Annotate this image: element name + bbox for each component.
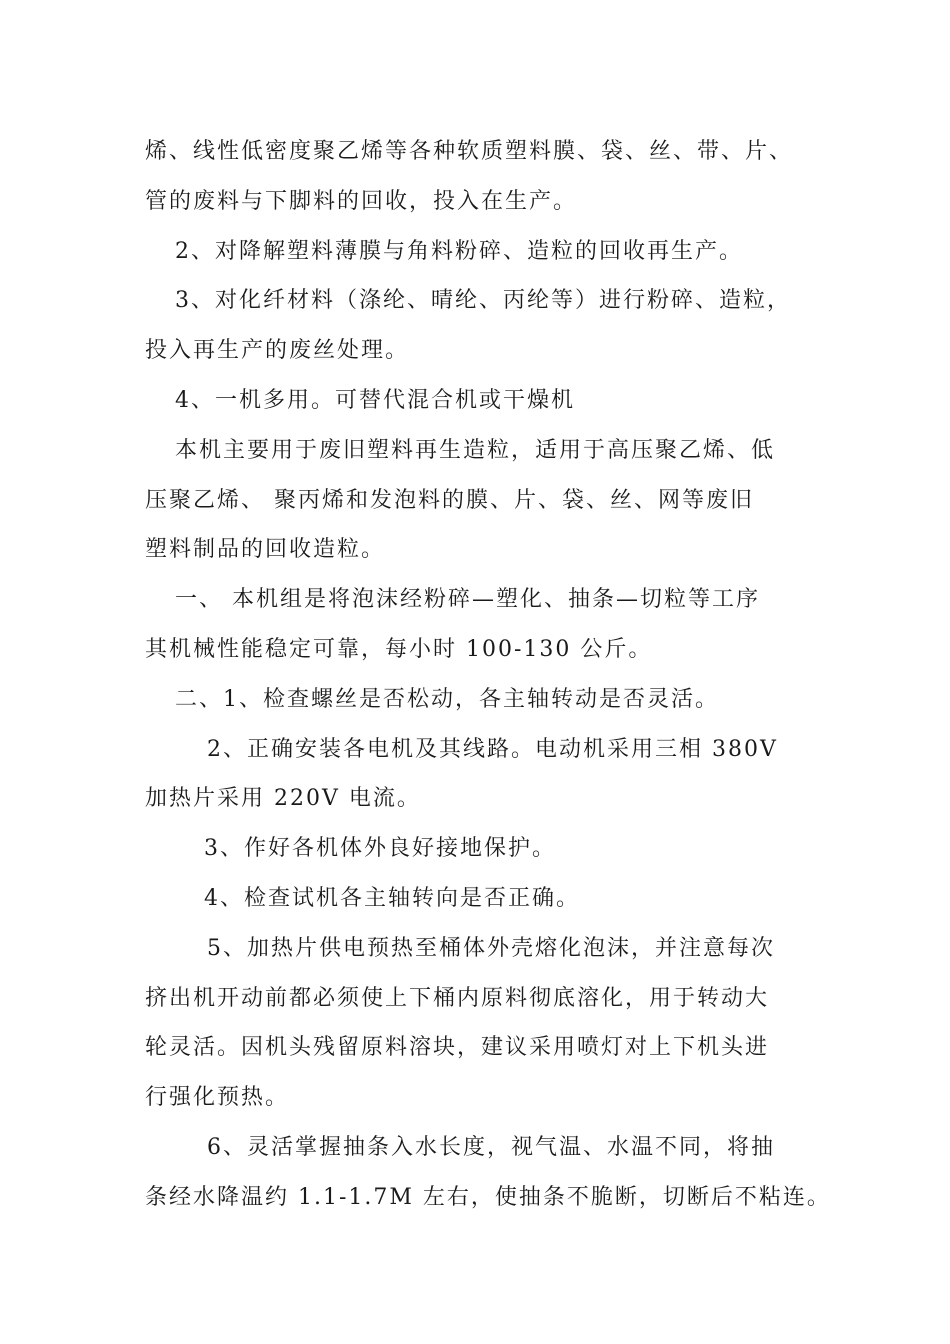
section-one: 一、 本机组是将泡沫经粉碎—塑化、抽条—切粒等工序 [175,587,760,613]
step-3: 3、作好各机体外良好接地保护。 [204,836,556,862]
text-line: 加热片采用 220V 电流。 [145,786,421,812]
list-item-3: 3、对化纤材料（涤纶、晴纶、丙纶等）进行粉碎、造粒， [175,288,791,314]
step-6: 6、灵活掌握抽条入水长度，视气温、水温不同，将抽 [207,1134,775,1160]
text-line: 挤出机开动前都必须使上下桶内原料彻底溶化，用于转动大 [145,985,770,1011]
text-line: 塑料制品的回收造粒。 [145,537,386,563]
paragraph-start: 本机主要用于废旧塑料再生造粒，适用于高压聚乙烯、低 [175,437,776,463]
list-item-4: 4、一机多用。可替代混合机或干燥机 [175,387,575,413]
step-2: 2、正确安装各电机及其线路。电动机采用三相 380V [207,736,778,762]
section-two: 二、1、检查螺丝是否松动，各主轴转动是否灵活。 [175,686,719,712]
text-line: 烯、线性低密度聚乙烯等各种软质塑料膜、袋、丝、带、片、 [145,139,794,164]
text-line: 其机械性能稳定可靠，每小时 100-130 公斤。 [145,636,653,662]
text-line: 压聚乙烯、 聚丙烯和发泡料的膜、片、袋、丝、网等废旧 [145,487,754,513]
text-line: 投入再生产的废丝处理。 [145,338,410,364]
list-item-2: 2、对降解塑料薄膜与角料粉碎、造粒的回收再生产。 [175,238,743,264]
document-body [145,127,835,1223]
text-line: 管的废料与下脚料的回收，投入在生产。 [145,188,578,214]
step-5: 5、加热片供电预热至桶体外壳熔化泡沫，并注意每次 [207,935,775,961]
text-line: 轮灵活。因机头残留原料溶块，建议采用喷灯对上下机头进 [145,1035,770,1061]
step-4: 4、检查试机各主轴转向是否正确。 [204,885,580,911]
text-line: 行强化预热。 [145,1085,290,1111]
text-line: 条经水降温约 1.1-1.7M 左右，使抽条不脆断，切断后不粘连。 [145,1184,831,1210]
